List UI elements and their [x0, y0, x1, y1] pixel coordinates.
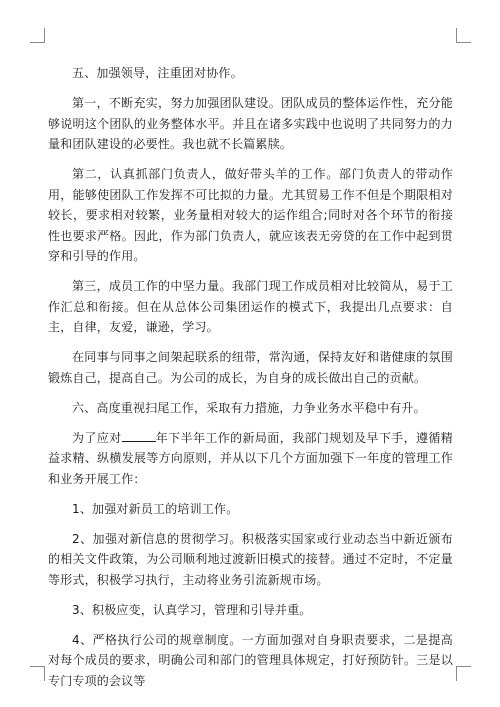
document-body — [48, 63, 453, 701]
plan-intro-rest: 年下半年工作的新局面，我部门规划及早下手，遵循精益求精、纵横发展等方向原则，并从以下几个方面加强下一年度的管理工作和业务开展工作： — [48, 430, 453, 486]
crop-mark-top-right — [456, 28, 471, 43]
plan-intro-start: 为了应对 — [72, 430, 122, 445]
list-item-4: 4、严格执行公司的规章制度。一方面加强对自身职责要求，二是提高对每个成员的要求，明确公司和部门的管理具体规定，打好预防针。三是以专门专项的会议等 — [48, 632, 453, 688]
section-heading-5: 五、加强领导，注重团对协作。 — [72, 66, 243, 80]
list-item-2: 2、加强对新信息的贯彻学习。积极落实国家或行业动态当中新近颁布的相关文件政策，为公司顺利地过渡新旧模式的接替。通过不定时，不定量等形式，积极学习执行，主动将业务引流新规市场。 — [48, 531, 453, 587]
paragraph-plan-intro — [48, 428, 453, 490]
crop-mark-top-left — [30, 28, 45, 43]
list-item-1: 1、加强对新员工的培训工作。 — [72, 501, 239, 516]
list-item-3: 3、积极应变，认真学习，管理和引导并重。 — [72, 602, 312, 617]
paragraph-core-members: 第三，成员工作的中坚力量。我部门现工作成员相对比较简从，易于工作汇总和衔接。但在从总体公司集团运作的模式下，我提出几点要求：自主，自律，友爱，谦逊，学习。 — [48, 279, 453, 334]
crop-mark-bottom-right — [456, 666, 471, 681]
paragraph-colleague-relations: 在同事与同事之间架起联系的纽带，常沟通，保持友好和谐健康的氛围锻炼自己，提高自己。为公司的成长，为自身的成长做出自己的贡献。 — [48, 350, 453, 385]
paragraph-team-building: 第一，不断充实，努力加强团队建设。团队成员的整体运作性，充分能够说明这个团队的业务整体水平。并且在诸多实践中也说明了共同努力的力量和团队建设的必要性。我也就不长篇累牍。 — [48, 96, 453, 151]
year-blank-underline — [122, 430, 156, 442]
section-heading-6: 六、高度重视扫尾工作，采取有力措施，力争业务水平稳中有升。 — [72, 400, 426, 415]
paragraph-department-heads: 第二，认真抓部门负责人，做好带头羊的工作。部门负责人的带动作用，能够使团队工作发挥不可比拟的力量。尤其贸易工作不但是个期限相对较长，要求相对较繁，业务量相对较大的运作组合;同时对各个环节的衔接性也要求严格。因此，作为部门负责人，就应该表无旁贷的在工作中起到贯穿和引导的作用。 — [48, 167, 453, 263]
crop-mark-bottom-left — [30, 666, 45, 681]
